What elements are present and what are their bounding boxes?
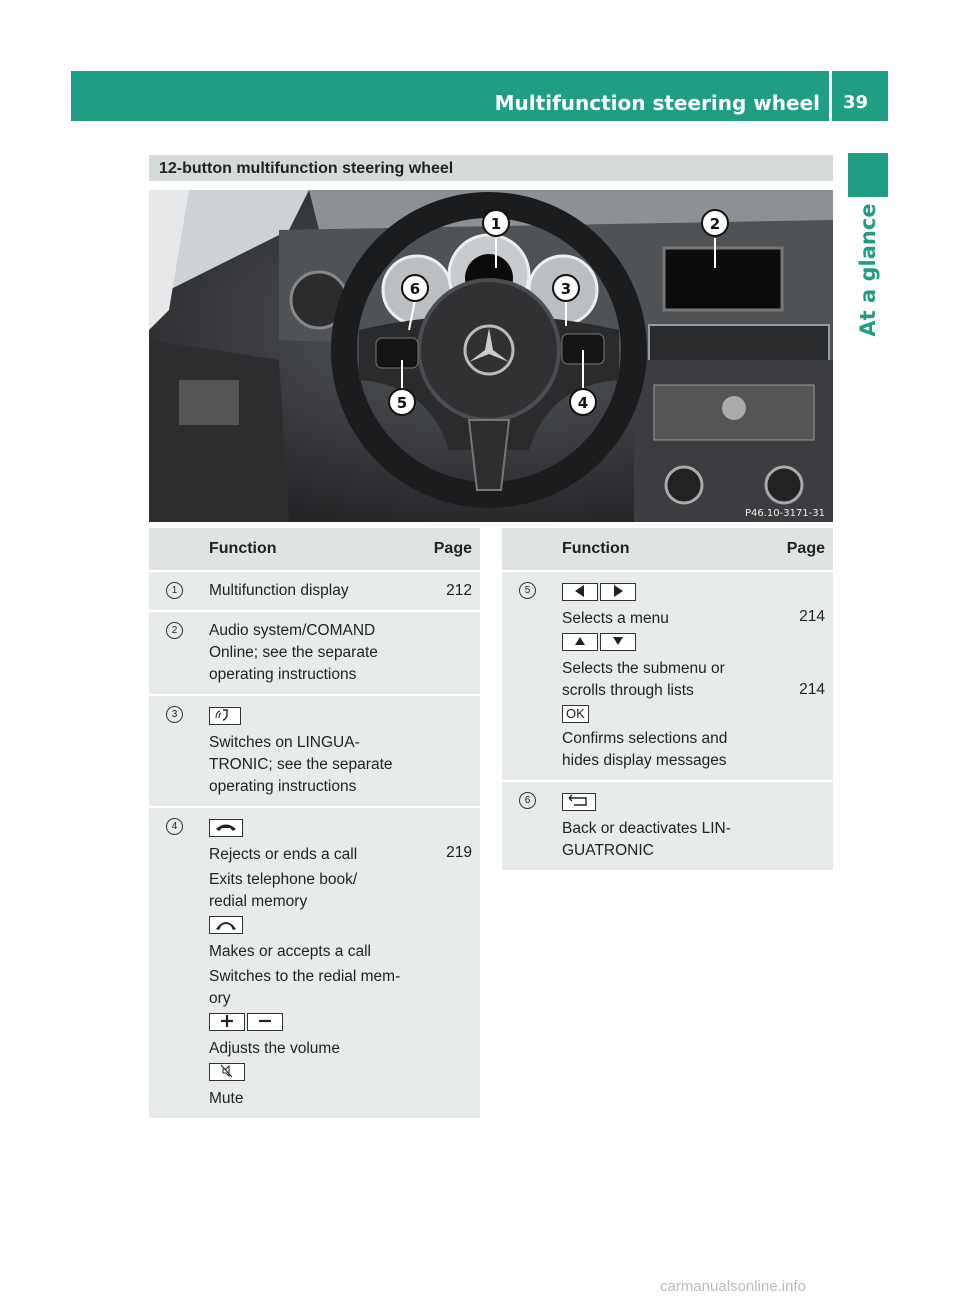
function-text: scrolls through lists <box>562 682 694 699</box>
function-text: Rejects or ends a call <box>209 846 358 863</box>
function-text: redial memory <box>209 893 308 910</box>
right-arrow-icon <box>600 583 636 601</box>
row-number: 3 <box>166 706 183 723</box>
function-text: operating instructions <box>209 778 357 795</box>
function-text: Makes or accepts a call <box>209 943 371 960</box>
back-icon <box>562 793 596 811</box>
function-text: hides display messages <box>562 752 727 769</box>
svg-text:2: 2 <box>709 215 721 233</box>
table-row <box>502 571 833 781</box>
watermark: carmanualsonline.info <box>660 1278 806 1295</box>
function-text: Adjusts the volume <box>209 1040 340 1057</box>
function-table-right <box>502 528 833 870</box>
function-text: Audio system/COMAND <box>209 622 376 639</box>
header-separator <box>829 71 832 121</box>
page-ref: 214 <box>799 681 825 698</box>
function-text: Mute <box>209 1090 244 1107</box>
function-text: Switches to the redial mem- <box>209 968 401 985</box>
svg-text:6: 6 <box>409 280 421 298</box>
function-text: Online; see the separate <box>209 644 378 661</box>
page-ref: 214 <box>799 608 825 625</box>
row-number: 5 <box>519 582 536 599</box>
steering-wheel-photo <box>149 190 833 522</box>
voice-control-icon <box>209 707 241 725</box>
table-header-row <box>502 528 833 571</box>
row-number: 6 <box>519 792 536 809</box>
down-arrow-icon <box>600 633 636 651</box>
hang-up-phone-icon <box>209 819 243 837</box>
page-ref <box>418 611 480 695</box>
mute-icon <box>209 1063 245 1081</box>
minus-icon <box>247 1013 283 1031</box>
col-page-header: Page <box>418 528 480 571</box>
function-text: Exits telephone book/ <box>209 871 358 888</box>
page-ref <box>418 695 480 807</box>
plus-icon <box>209 1013 245 1031</box>
table-header-row <box>149 528 480 571</box>
callout-3 <box>553 275 579 301</box>
table-row <box>149 807 480 1118</box>
callout-5 <box>389 389 415 415</box>
table-row <box>149 695 480 807</box>
function-text: GUATRONIC <box>562 842 654 859</box>
table-row <box>502 781 833 870</box>
col-function-header: Function <box>553 528 771 571</box>
page-ref: 219 <box>418 807 480 1118</box>
callout-4 <box>570 389 596 415</box>
up-arrow-icon <box>562 633 598 651</box>
section-title: 12-button multifunction steering wheel <box>149 155 833 181</box>
callout-2 <box>702 210 728 236</box>
function-text: Multifunction display <box>209 582 349 599</box>
chapter-label: At a glance <box>856 203 880 337</box>
chapter-tab <box>848 153 888 197</box>
callout-6 <box>402 275 428 301</box>
function-text: Switches on LINGUA- <box>209 734 360 751</box>
row-number: 2 <box>166 622 183 639</box>
header-title: Multifunction steering wheel <box>494 91 820 115</box>
row-number: 4 <box>166 818 183 835</box>
svg-text:5: 5 <box>396 394 408 412</box>
page-header-bar <box>71 71 888 121</box>
function-text: Selects the submenu or <box>562 660 725 677</box>
function-text: TRONIC; see the separate <box>209 756 393 773</box>
page-number: 39 <box>842 92 868 113</box>
page-ref: 212 <box>418 571 480 611</box>
table-row <box>149 571 480 611</box>
svg-text:1: 1 <box>490 215 502 233</box>
page-ref <box>771 781 833 870</box>
ok-key: OK <box>562 705 589 723</box>
row-number: 1 <box>166 582 183 599</box>
col-function-header: Function <box>200 528 418 571</box>
col-page-header: Page <box>771 528 833 571</box>
table-row <box>149 611 480 695</box>
function-text: Selects a menu <box>562 610 669 627</box>
function-text: ory <box>209 990 231 1007</box>
svg-text:3: 3 <box>560 280 572 298</box>
callout-1 <box>483 210 509 236</box>
function-text: Back or deactivates LIN- <box>562 820 731 837</box>
photo-code: P46.10-3171-31 <box>744 508 825 519</box>
function-table-left <box>149 528 480 1118</box>
function-text: Confirms selections and <box>562 730 728 747</box>
function-text: operating instructions <box>209 666 357 683</box>
left-arrow-icon <box>562 583 598 601</box>
accept-call-phone-icon <box>209 916 243 934</box>
svg-text:4: 4 <box>577 394 589 412</box>
